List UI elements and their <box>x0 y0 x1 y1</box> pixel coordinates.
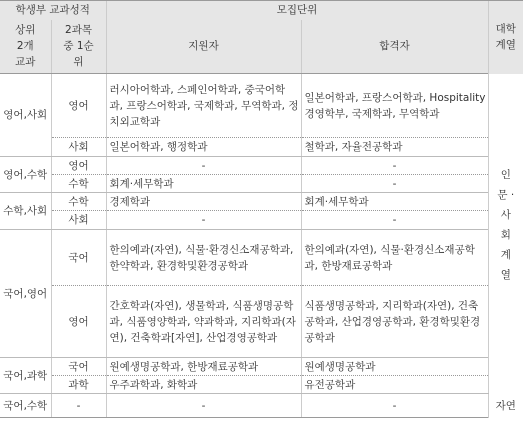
pair-label: 국어,영어 <box>0 230 51 358</box>
pair-label: 영어,사회 <box>0 74 51 157</box>
top2-header: 상위 2개 교과 <box>0 20 51 74</box>
applicant-cell: 한의예과(자연), 식물·환경신소재공학과, 한약학과, 환경학및환경공학과 <box>106 230 301 286</box>
table-row <box>0 74 523 138</box>
table-row <box>0 211 523 230</box>
applicant-cell: 경제학과 <box>106 193 301 211</box>
subject-cell: 국어 <box>51 230 106 286</box>
table-row <box>0 230 523 286</box>
subject-cell: 영어 <box>51 286 106 358</box>
subject-cell: 국어 <box>51 358 106 376</box>
student-grade-header: 학생부 교과성적 <box>0 1 106 20</box>
applicant-header: 지원자 <box>106 20 301 74</box>
admitted-cell: - <box>301 157 488 175</box>
subject-cell: 사회 <box>51 211 106 230</box>
table-row <box>0 193 523 211</box>
applicant-cell: 간호학과(자연), 생물학과, 식품생명공학과, 식품영양학과, 약과학과, 지리학과(자연), 건축학과[자연], 산업경영공학과 <box>106 286 301 358</box>
table-row <box>0 286 523 358</box>
subject-cell: 사회 <box>51 138 106 157</box>
pair-label: 국어,과학 <box>0 358 51 394</box>
admitted-cell: - <box>301 175 488 193</box>
header-row-2 <box>0 20 523 74</box>
subject-cell: 영어 <box>51 157 106 175</box>
admitted-header: 합격자 <box>301 20 488 74</box>
applicant-cell: - <box>106 157 301 175</box>
header-row-1 <box>0 1 523 20</box>
subject-cell: 수학 <box>51 175 106 193</box>
applicant-cell: - <box>106 211 301 230</box>
admitted-cell: - <box>301 211 488 230</box>
subject-cell: - <box>51 394 106 418</box>
table-row <box>0 376 523 394</box>
admitted-cell: 식품생명공학과, 지리학과(자연), 건축공학과, 산업경영공학과, 환경학및환경공학과 <box>301 286 488 358</box>
admitted-cell: 한의예과(자연), 식물·환경신소재공학과, 한방재료공학과 <box>301 230 488 286</box>
table-row <box>0 157 523 175</box>
admitted-cell: 일본어학과, 프랑스어학과, Hospitality경영학부, 국제학과, 무역학과 <box>301 74 488 138</box>
admitted-cell: 철학과, 자율전공학과 <box>301 138 488 157</box>
applicant-cell: 러시아어학과, 스페인어학과, 중국어학과, 프랑스어학과, 국제학과, 무역학과, 정치외교학과 <box>106 74 301 138</box>
pair-label: 수학,사회 <box>0 193 51 230</box>
applicant-cell: 회계·세무학과 <box>106 175 301 193</box>
admitted-cell: 회계·세무학과 <box>301 193 488 211</box>
admitted-cell: 원예생명공학과 <box>301 358 488 376</box>
applicant-cell: 일본어학과, 행정학과 <box>106 138 301 157</box>
applicant-cell: 우주과학과, 화학과 <box>106 376 301 394</box>
admitted-cell: 유전공학과 <box>301 376 488 394</box>
field-header: 대학 계열 <box>488 1 523 74</box>
table-row <box>0 138 523 157</box>
field-science: 자연 <box>488 376 523 418</box>
table-row <box>0 175 523 193</box>
subject-cell: 과학 <box>51 376 106 394</box>
pair-label: 영어,수학 <box>0 157 51 193</box>
applicant-cell: - <box>106 394 301 418</box>
subject-cell: 수학 <box>51 193 106 211</box>
table-row <box>0 394 523 418</box>
first-of2-header: 2과목 중 1순위 <box>51 20 106 74</box>
subject-cell: 영어 <box>51 74 106 138</box>
admitted-cell: - <box>301 394 488 418</box>
table-row <box>0 358 523 376</box>
field-humanities: 인문 · 사회 계열 <box>488 74 523 376</box>
recruit-unit-header: 모집단위 <box>106 1 488 20</box>
applicant-cell: 원예생명공학과, 한방재료공학과 <box>106 358 301 376</box>
pair-label: 국어,수학 <box>0 394 51 418</box>
